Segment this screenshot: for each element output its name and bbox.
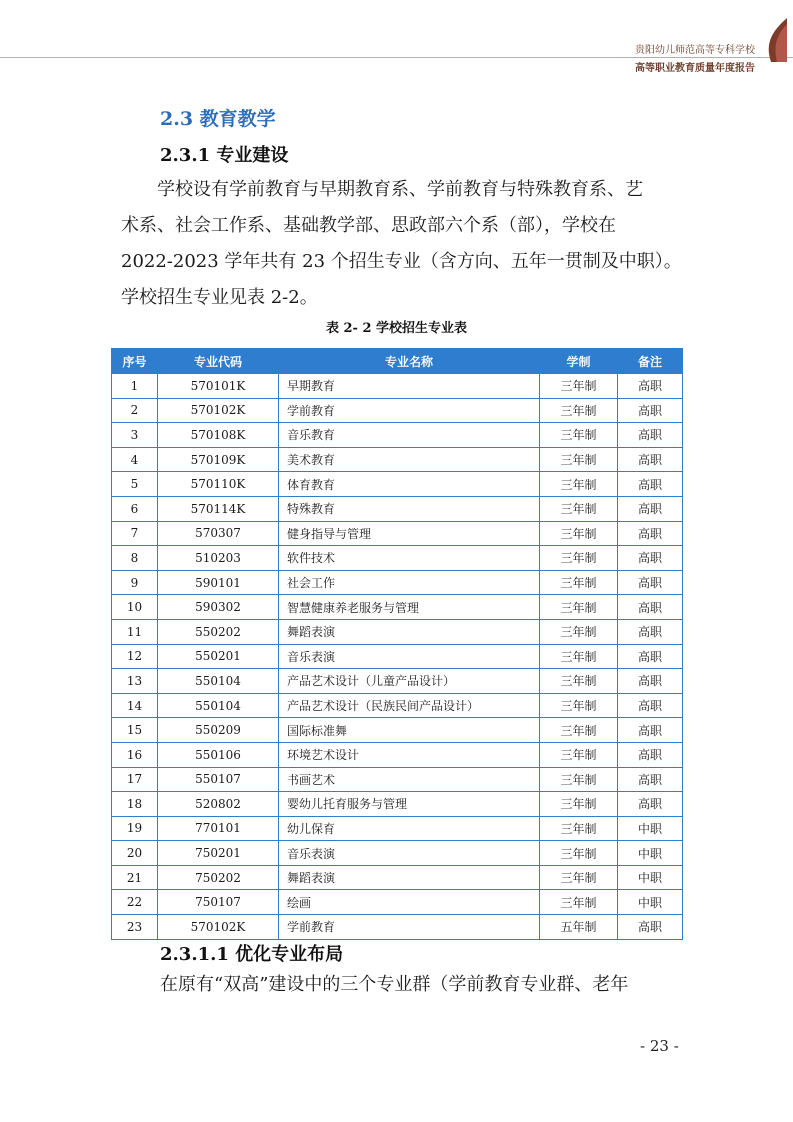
header-decoration-icon (747, 14, 787, 62)
subsection-title: 2.3.1 专业建设 (160, 145, 289, 166)
section-title: 2.3 教育教学 (160, 108, 276, 130)
subsubsection-title: 2.3.1.1 优化专业布局 (160, 944, 344, 965)
major-name-cell: 学前教育 (279, 398, 540, 423)
intro-line: 学校招生专业见表 2-2。 (121, 287, 318, 308)
page-number: - 23 - (640, 1037, 679, 1055)
table-header-row (112, 349, 683, 374)
table-row (112, 374, 683, 399)
major-code-cell: 570109K (158, 447, 279, 472)
table-row (112, 915, 683, 940)
remark-cell: 高职 (618, 546, 683, 571)
remark-cell: 高职 (618, 669, 683, 694)
duration-cell: 三年制 (540, 447, 618, 472)
remark-cell: 中职 (618, 841, 683, 866)
duration-cell: 三年制 (540, 693, 618, 718)
major-name-cell: 软件技术 (279, 546, 540, 571)
header-report-title: 高等职业教育质量年度报告 (635, 63, 755, 74)
major-code-cell: 570114K (158, 496, 279, 521)
remark-cell: 高职 (618, 595, 683, 620)
major-name-cell: 书画艺术 (279, 767, 540, 792)
major-code-cell: 590101 (158, 570, 279, 595)
table-row (112, 742, 683, 767)
duration-cell: 三年制 (540, 816, 618, 841)
remark-cell: 高职 (618, 398, 683, 423)
remark-cell: 高职 (618, 521, 683, 546)
major-name-cell: 国际标准舞 (279, 718, 540, 743)
major-name-cell: 学前教育 (279, 915, 540, 940)
table-row (112, 521, 683, 546)
major-name-cell: 绘画 (279, 890, 540, 915)
duration-cell: 三年制 (540, 890, 618, 915)
major-name-cell: 环境艺术设计 (279, 742, 540, 767)
major-name-cell: 幼儿保育 (279, 816, 540, 841)
major-name-cell: 舞蹈表演 (279, 619, 540, 644)
major-name-cell: 婴幼儿托育服务与管理 (279, 792, 540, 817)
major-code-cell: 570102K (158, 398, 279, 423)
duration-cell: 三年制 (540, 792, 618, 817)
major-name-cell: 智慧健康养老服务与管理 (279, 595, 540, 620)
table-row (112, 447, 683, 472)
remark-cell: 高职 (618, 742, 683, 767)
row-index-cell: 5 (112, 472, 158, 497)
remark-cell: 高职 (618, 619, 683, 644)
intro-line: 学校设有学前教育与早期教育系、学前教育与特殊教育系、艺 (157, 179, 643, 200)
table-row (112, 693, 683, 718)
table-row (112, 423, 683, 448)
major-name-cell: 音乐教育 (279, 423, 540, 448)
remark-cell: 高职 (618, 472, 683, 497)
remark-cell: 中职 (618, 816, 683, 841)
major-name-cell: 产品艺术设计（儿童产品设计） (279, 669, 540, 694)
major-code-cell: 550209 (158, 718, 279, 743)
row-index-cell: 11 (112, 619, 158, 644)
major-code-cell: 520802 (158, 792, 279, 817)
duration-cell: 三年制 (540, 570, 618, 595)
major-name-cell: 美术教育 (279, 447, 540, 472)
major-name-cell: 健身指导与管理 (279, 521, 540, 546)
row-index-cell: 9 (112, 570, 158, 595)
major-name-cell: 产品艺术设计（民族民间产品设计） (279, 693, 540, 718)
row-index-cell: 17 (112, 767, 158, 792)
table-row (112, 619, 683, 644)
majors-table (111, 348, 683, 940)
intro-paragraph (121, 172, 681, 316)
header-cell: 专业名称 (279, 349, 540, 374)
major-code-cell: 550104 (158, 669, 279, 694)
duration-cell: 三年制 (540, 374, 618, 399)
row-index-cell: 14 (112, 693, 158, 718)
header-cell: 专业代码 (158, 349, 279, 374)
major-code-cell: 570110K (158, 472, 279, 497)
major-code-cell: 570108K (158, 423, 279, 448)
duration-cell: 三年制 (540, 521, 618, 546)
duration-cell: 三年制 (540, 644, 618, 669)
row-index-cell: 6 (112, 496, 158, 521)
table-caption: 表 2- 2 学校招生专业表 (325, 321, 468, 336)
major-code-cell: 590302 (158, 595, 279, 620)
duration-cell: 五年制 (540, 915, 618, 940)
remark-cell: 高职 (618, 792, 683, 817)
duration-cell: 三年制 (540, 669, 618, 694)
major-code-cell: 570101K (158, 374, 279, 399)
major-name-cell: 早期教育 (279, 374, 540, 399)
remark-cell: 高职 (618, 570, 683, 595)
table-row (112, 669, 683, 694)
table-row (112, 841, 683, 866)
duration-cell: 三年制 (540, 398, 618, 423)
table-row (112, 595, 683, 620)
major-code-cell: 570307 (158, 521, 279, 546)
row-index-cell: 1 (112, 374, 158, 399)
table-row (112, 398, 683, 423)
table-row (112, 767, 683, 792)
header-school-name: 贵阳幼儿师范高等专科学校 (635, 45, 755, 56)
major-name-cell: 音乐表演 (279, 841, 540, 866)
table-row (112, 472, 683, 497)
major-code-cell: 750201 (158, 841, 279, 866)
major-code-cell: 770101 (158, 816, 279, 841)
duration-cell: 三年制 (540, 742, 618, 767)
duration-cell: 三年制 (540, 767, 618, 792)
row-index-cell: 3 (112, 423, 158, 448)
duration-cell: 三年制 (540, 718, 618, 743)
row-index-cell: 8 (112, 546, 158, 571)
row-index-cell: 7 (112, 521, 158, 546)
remark-cell: 高职 (618, 496, 683, 521)
major-name-cell: 社会工作 (279, 570, 540, 595)
closing-line: 在原有“双高”建设中的三个专业群（学前教育专业群、老年 (160, 974, 629, 995)
row-index-cell: 18 (112, 792, 158, 817)
major-name-cell: 体育教育 (279, 472, 540, 497)
major-code-cell: 750107 (158, 890, 279, 915)
remark-cell: 高职 (618, 447, 683, 472)
remark-cell: 中职 (618, 890, 683, 915)
row-index-cell: 21 (112, 865, 158, 890)
row-index-cell: 2 (112, 398, 158, 423)
row-index-cell: 19 (112, 816, 158, 841)
row-index-cell: 15 (112, 718, 158, 743)
major-code-cell: 550201 (158, 644, 279, 669)
remark-cell: 中职 (618, 865, 683, 890)
major-name-cell: 音乐表演 (279, 644, 540, 669)
table-row (112, 546, 683, 571)
duration-cell: 三年制 (540, 546, 618, 571)
table-row (112, 570, 683, 595)
major-code-cell: 550106 (158, 742, 279, 767)
remark-cell: 高职 (618, 718, 683, 743)
duration-cell: 三年制 (540, 472, 618, 497)
remark-cell: 高职 (618, 693, 683, 718)
duration-cell: 三年制 (540, 865, 618, 890)
duration-cell: 三年制 (540, 619, 618, 644)
major-name-cell: 特殊教育 (279, 496, 540, 521)
table-row (112, 644, 683, 669)
duration-cell: 三年制 (540, 496, 618, 521)
remark-cell: 高职 (618, 915, 683, 940)
table-row (112, 496, 683, 521)
duration-cell: 三年制 (540, 841, 618, 866)
row-index-cell: 20 (112, 841, 158, 866)
table-row (112, 718, 683, 743)
row-index-cell: 10 (112, 595, 158, 620)
remark-cell: 高职 (618, 644, 683, 669)
remark-cell: 高职 (618, 423, 683, 448)
major-code-cell: 570102K (158, 915, 279, 940)
header-cell: 序号 (112, 349, 158, 374)
row-index-cell: 12 (112, 644, 158, 669)
row-index-cell: 13 (112, 669, 158, 694)
table-row (112, 792, 683, 817)
header-cell: 备注 (618, 349, 683, 374)
duration-cell: 三年制 (540, 595, 618, 620)
intro-line: 术系、社会工作系、基础教学部、思政部六个系（部），学校在 (121, 215, 616, 236)
major-code-cell: 550107 (158, 767, 279, 792)
row-index-cell: 23 (112, 915, 158, 940)
row-index-cell: 22 (112, 890, 158, 915)
row-index-cell: 4 (112, 447, 158, 472)
major-code-cell: 750202 (158, 865, 279, 890)
remark-cell: 高职 (618, 374, 683, 399)
header-cell: 学制 (540, 349, 618, 374)
major-code-cell: 550104 (158, 693, 279, 718)
table-row (112, 890, 683, 915)
major-code-cell: 550202 (158, 619, 279, 644)
table-row (112, 816, 683, 841)
table-row (112, 865, 683, 890)
remark-cell: 高职 (618, 767, 683, 792)
row-index-cell: 16 (112, 742, 158, 767)
major-name-cell: 舞蹈表演 (279, 865, 540, 890)
intro-line: 2022-2023 学年共有 23 个招生专业（含方向、五年一贯制及中职）。 (121, 251, 682, 272)
header-rule (0, 57, 793, 58)
duration-cell: 三年制 (540, 423, 618, 448)
major-code-cell: 510203 (158, 546, 279, 571)
